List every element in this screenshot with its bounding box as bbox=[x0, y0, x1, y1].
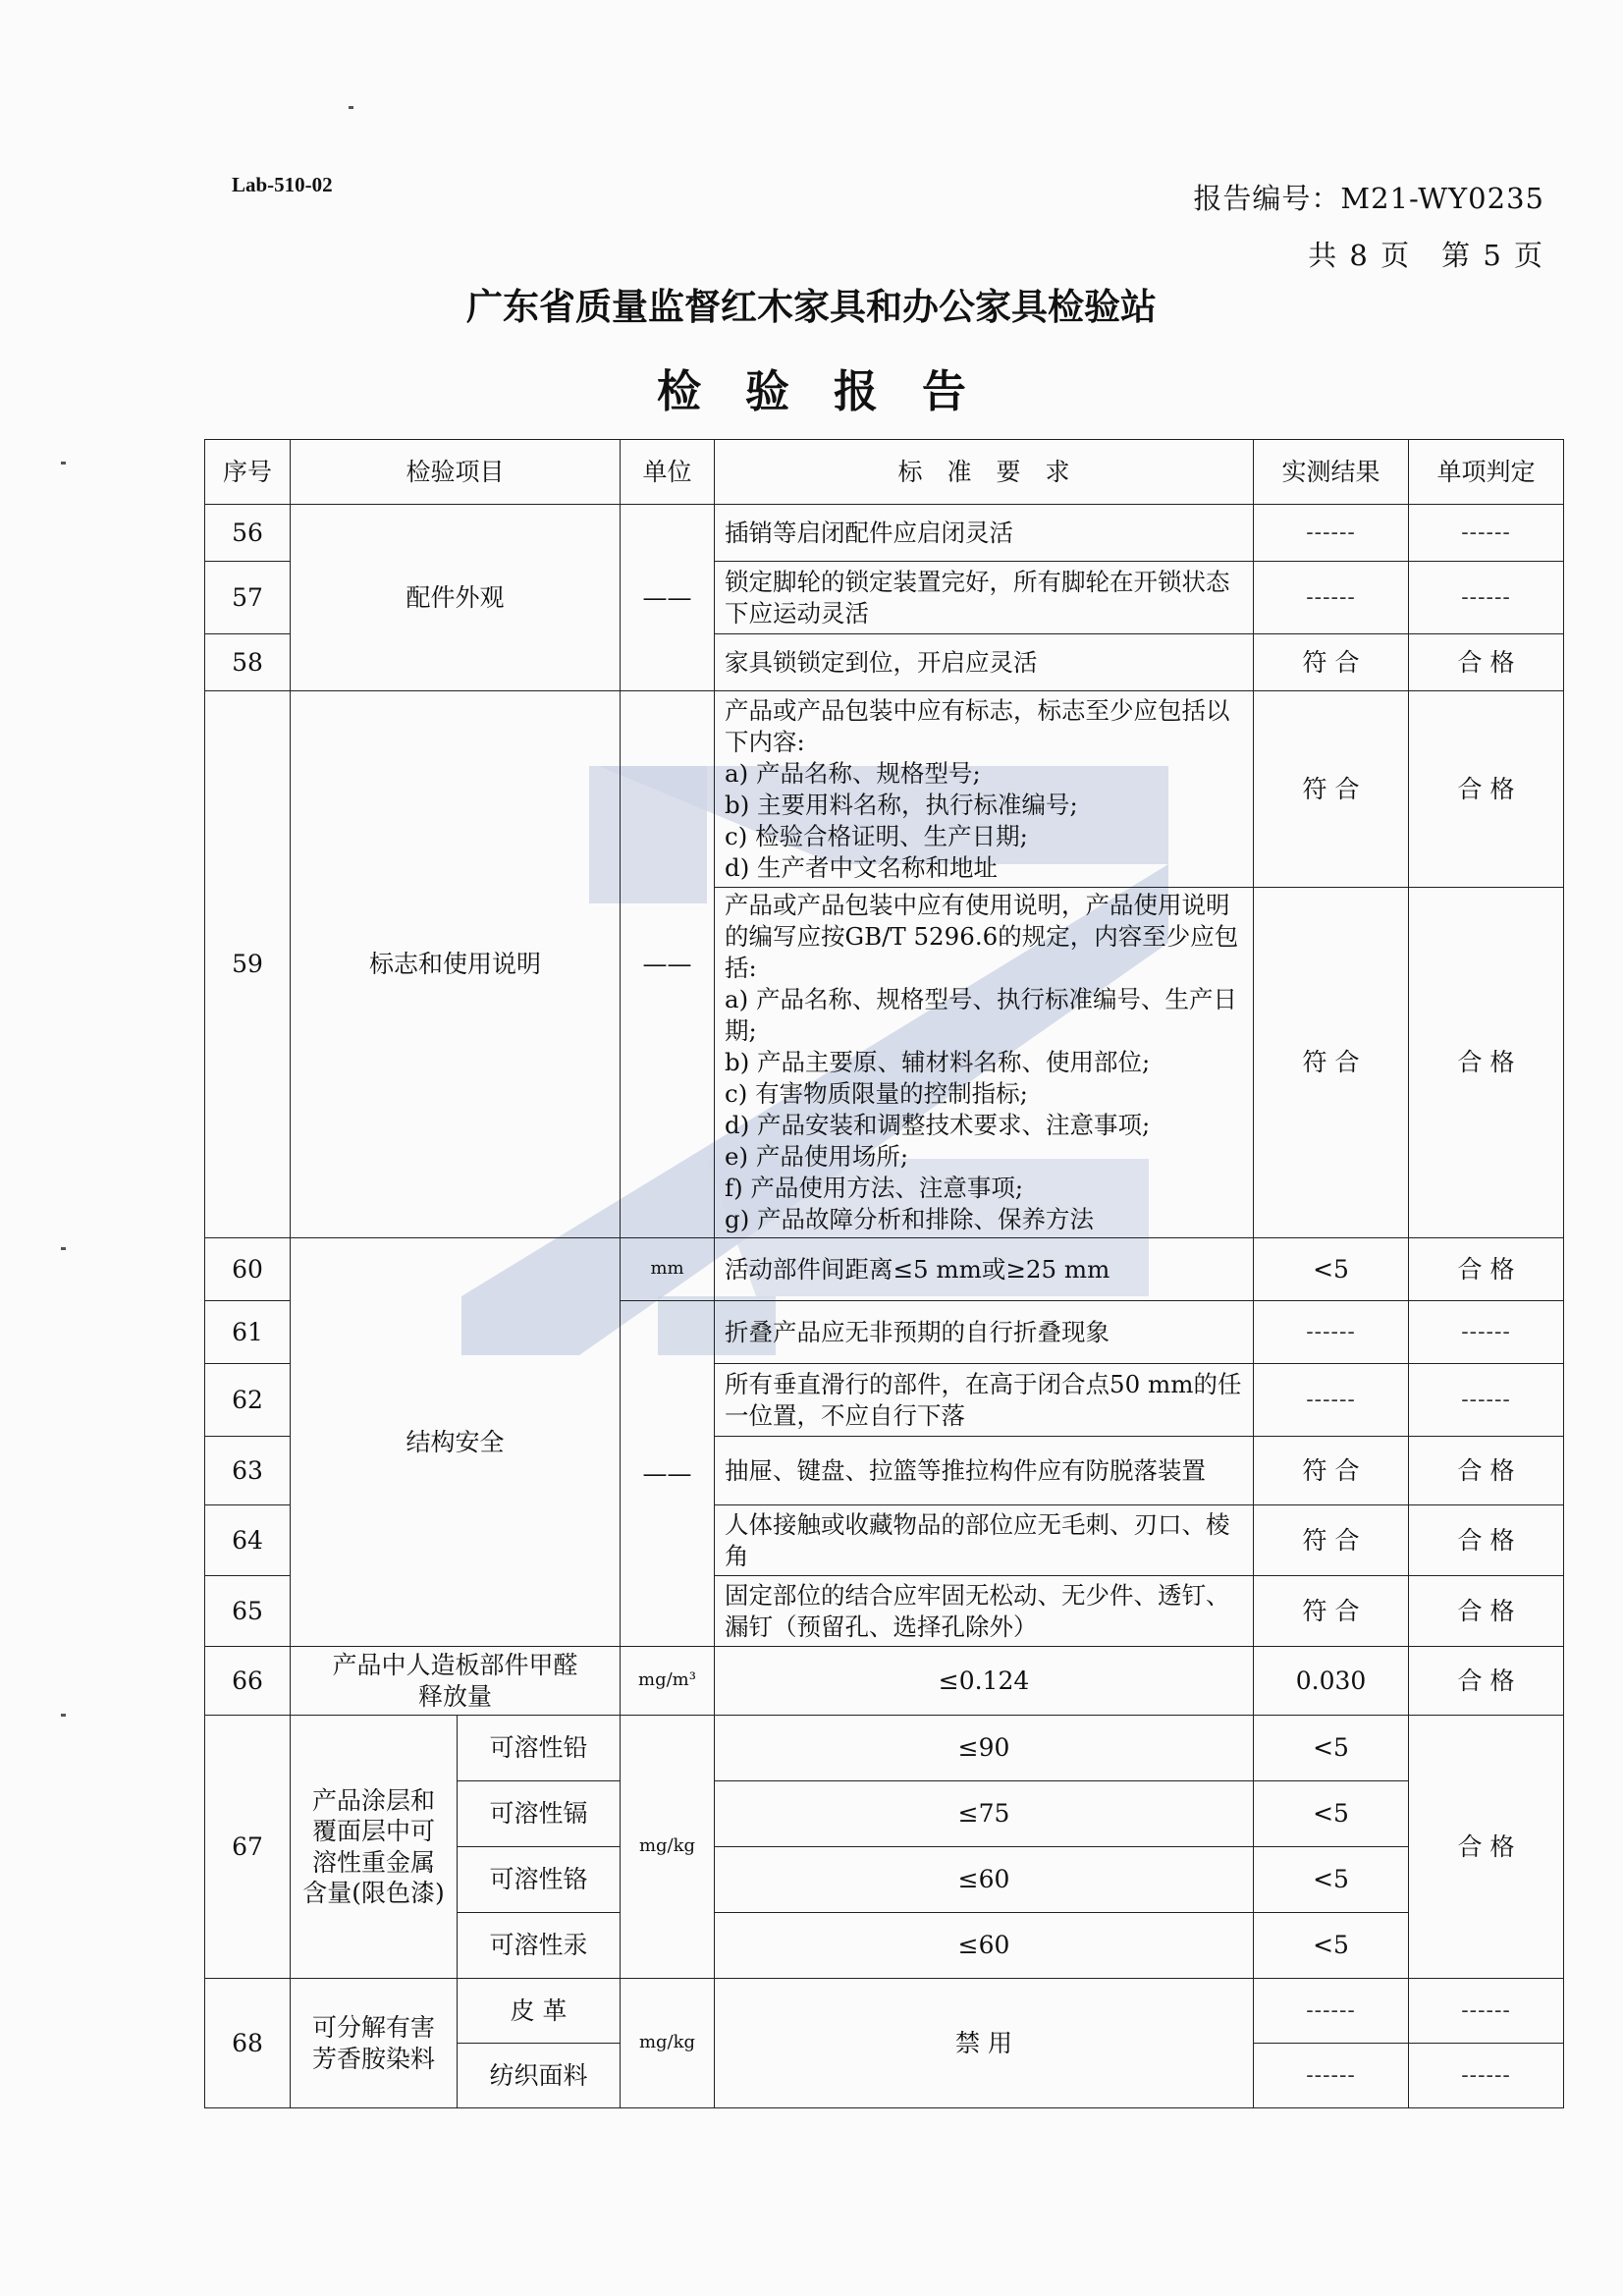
unit: —— bbox=[621, 1301, 715, 1647]
judgement: ------ bbox=[1409, 562, 1564, 634]
table-row bbox=[205, 1647, 1564, 1716]
result: <5 bbox=[1254, 1847, 1409, 1913]
judgement: ------ bbox=[1409, 1364, 1564, 1437]
requirement: ≤60 bbox=[715, 1913, 1254, 1979]
row-no: 62 bbox=[205, 1364, 291, 1437]
item-name: 产品涂层和覆面层中可溶性重金属含量(限色漆) bbox=[291, 1716, 458, 1979]
judgement: 合 格 bbox=[1409, 1437, 1564, 1505]
requirement: 锁定脚轮的锁定装置完好，所有脚轮在开锁状态下应运动灵活 bbox=[715, 562, 1254, 634]
item-name: 结构安全 bbox=[291, 1238, 621, 1647]
scan-mark bbox=[61, 462, 66, 465]
sub-item: 皮 革 bbox=[458, 1979, 621, 2044]
result: <5 bbox=[1254, 1913, 1409, 1979]
table-row bbox=[205, 691, 1564, 888]
sub-item: 可溶性汞 bbox=[458, 1913, 621, 1979]
requirement: ≤75 bbox=[715, 1781, 1254, 1847]
judgement: 合 格 bbox=[1409, 634, 1564, 691]
judgement: ------ bbox=[1409, 1301, 1564, 1364]
header-unit: 单位 bbox=[621, 440, 715, 505]
requirement: 固定部位的结合应牢固无松动、无少件、透钉、漏钉（预留孔、选择孔除外） bbox=[715, 1576, 1254, 1647]
scan-mark bbox=[349, 106, 353, 109]
requirement: ≤90 bbox=[715, 1716, 1254, 1781]
requirement: 插销等启闭配件应启闭灵活 bbox=[715, 505, 1254, 562]
row-no: 68 bbox=[205, 1979, 291, 2108]
row-no: 56 bbox=[205, 505, 291, 562]
result: ------ bbox=[1254, 1364, 1409, 1437]
requirement: 产品或产品包装中应有使用说明，产品使用说明的编写应按GB/T 5296.6的规定，内容至少应包括: a) 产品名称、规格型号、执行标准编号、生产日期; b) 产品主要原、辅材料名称、使用部位; c) 有害物质限量的控制指标; d) 产品安装和调整技术要求、注意事项; e) 产品使用场所; f) 产品使用方法、注意事项; g) 产品故障分析和排除、保养方法 bbox=[715, 888, 1254, 1238]
result: 符 合 bbox=[1254, 691, 1409, 888]
requirement: 活动部件间距离≤5 mm或≥25 mm bbox=[715, 1238, 1254, 1301]
requirement: 所有垂直滑行的部件，在高于闭合点50 mm的任一位置，不应自行下落 bbox=[715, 1364, 1254, 1437]
result: ------ bbox=[1254, 1979, 1409, 2044]
sub-item: 可溶性铅 bbox=[458, 1716, 621, 1781]
result: 符 合 bbox=[1254, 888, 1409, 1238]
unit: mm bbox=[621, 1238, 715, 1301]
inspection-table bbox=[204, 439, 1564, 2108]
unit: mg/kg bbox=[621, 1716, 715, 1979]
report-number: 报告编号：M21-WY0235 bbox=[1193, 182, 1544, 215]
header-no: 序号 bbox=[205, 440, 291, 505]
unit: mg/kg bbox=[621, 1979, 715, 2108]
judgement: 合 格 bbox=[1409, 691, 1564, 888]
requirement: 家具锁锁定到位，开启应灵活 bbox=[715, 634, 1254, 691]
judgement: 合 格 bbox=[1409, 1716, 1564, 1979]
scan-mark bbox=[61, 1714, 66, 1717]
row-no: 58 bbox=[205, 634, 291, 691]
table-row bbox=[205, 1238, 1564, 1301]
judgement: 合 格 bbox=[1409, 1647, 1564, 1716]
result: 符 合 bbox=[1254, 1437, 1409, 1505]
table-row bbox=[205, 1716, 1564, 1781]
requirement: ≤0.124 bbox=[715, 1647, 1254, 1716]
organization-name: 广东省质量监督红木家具和办公家具检验站 bbox=[466, 286, 1157, 328]
table-header-row bbox=[205, 440, 1564, 505]
sub-item: 可溶性铬 bbox=[458, 1847, 621, 1913]
result: 符 合 bbox=[1254, 1576, 1409, 1647]
row-no: 57 bbox=[205, 562, 291, 634]
requirement: 产品或产品包装中应有标志，标志至少应包括以下内容: a) 产品名称、规格型号; b) 主要用料名称，执行标准编号; c) 检验合格证明、生产日期; d) 生产者中文名称和地址 bbox=[715, 691, 1254, 888]
scan-mark bbox=[61, 1247, 66, 1250]
result: <5 bbox=[1254, 1716, 1409, 1781]
row-no: 64 bbox=[205, 1505, 291, 1576]
result: ------ bbox=[1254, 2044, 1409, 2108]
lab-code: Lab-510-02 bbox=[232, 173, 333, 196]
result: ------ bbox=[1254, 1301, 1409, 1364]
row-no: 61 bbox=[205, 1301, 291, 1364]
sub-item: 可溶性镉 bbox=[458, 1781, 621, 1847]
header-judgement: 单项判定 bbox=[1409, 440, 1564, 505]
judgement: ------ bbox=[1409, 2044, 1564, 2108]
item-name: 可分解有害芳香胺染料 bbox=[291, 1979, 458, 2108]
row-no: 66 bbox=[205, 1647, 291, 1716]
report-title: 检验报告 bbox=[656, 365, 1010, 417]
judgement: 合 格 bbox=[1409, 888, 1564, 1238]
judgement: 合 格 bbox=[1409, 1238, 1564, 1301]
item-name: 标志和使用说明 bbox=[291, 691, 621, 1238]
judgement: ------ bbox=[1409, 505, 1564, 562]
judgement: 合 格 bbox=[1409, 1576, 1564, 1647]
result: <5 bbox=[1254, 1238, 1409, 1301]
unit: —— bbox=[621, 691, 715, 1238]
requirement: 人体接触或收藏物品的部位应无毛刺、刃口、棱角 bbox=[715, 1505, 1254, 1576]
result: ------ bbox=[1254, 562, 1409, 634]
result: 0.030 bbox=[1254, 1647, 1409, 1716]
result: 符 合 bbox=[1254, 1505, 1409, 1576]
item-name: 产品中人造板部件甲醛释放量 bbox=[291, 1647, 621, 1716]
page-info: 共 8 页 第 5 页 bbox=[1308, 239, 1544, 272]
sub-item: 纺织面料 bbox=[458, 2044, 621, 2108]
header-result: 实测结果 bbox=[1254, 440, 1409, 505]
judgement: ------ bbox=[1409, 1979, 1564, 2044]
header-item: 检验项目 bbox=[291, 440, 621, 505]
row-no: 60 bbox=[205, 1238, 291, 1301]
requirement: 折叠产品应无非预期的自行折叠现象 bbox=[715, 1301, 1254, 1364]
requirement: ≤60 bbox=[715, 1847, 1254, 1913]
unit: mg/m³ bbox=[621, 1647, 715, 1716]
header-requirement: 标 准 要 求 bbox=[715, 440, 1254, 505]
row-no: 65 bbox=[205, 1576, 291, 1647]
unit: —— bbox=[621, 505, 715, 691]
requirement: 禁 用 bbox=[715, 1979, 1254, 2108]
row-no: 59 bbox=[205, 691, 291, 1238]
result: 符 合 bbox=[1254, 634, 1409, 691]
judgement: 合 格 bbox=[1409, 1505, 1564, 1576]
requirement: 抽屉、键盘、拉篮等推拉构件应有防脱落装置 bbox=[715, 1437, 1254, 1505]
table-row bbox=[205, 505, 1564, 562]
item-name: 配件外观 bbox=[291, 505, 621, 691]
result: ------ bbox=[1254, 505, 1409, 562]
table-row bbox=[205, 1979, 1564, 2044]
result: <5 bbox=[1254, 1781, 1409, 1847]
row-no: 67 bbox=[205, 1716, 291, 1979]
row-no: 63 bbox=[205, 1437, 291, 1505]
